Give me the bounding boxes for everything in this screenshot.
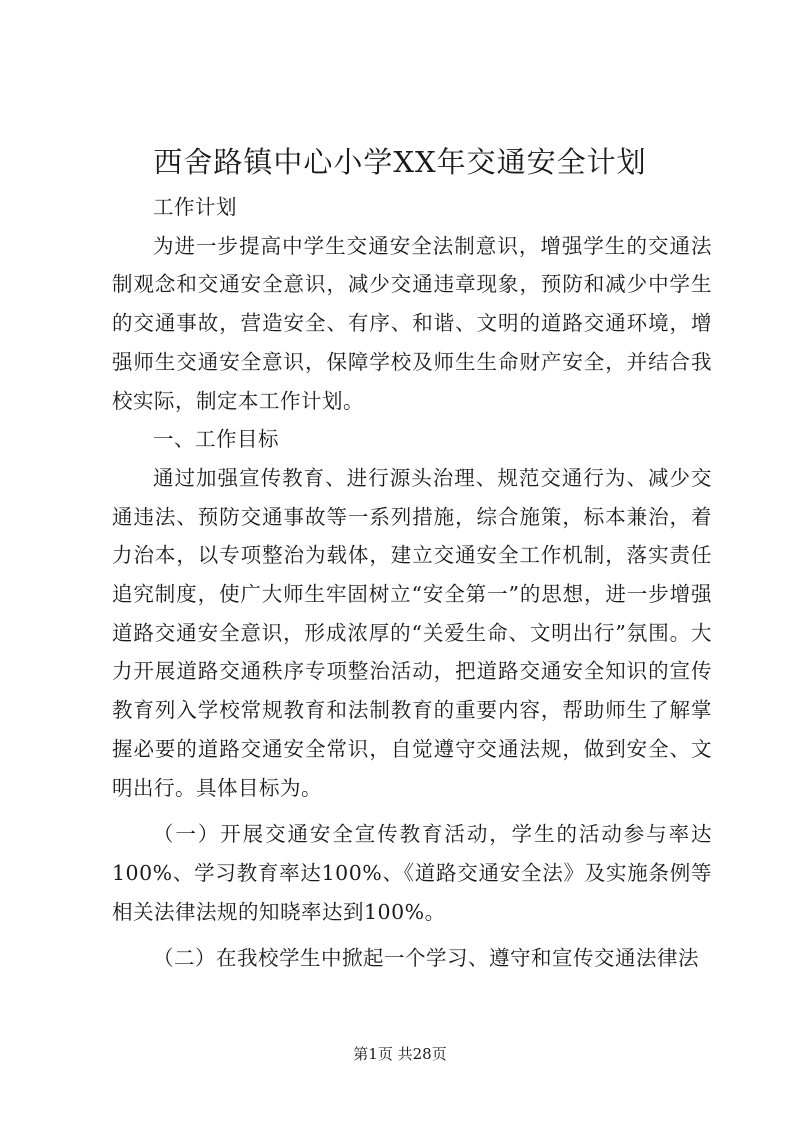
document-title: 西舍路镇中心小学XX年交通安全计划 [153,145,647,179]
paragraph-subtitle: 工作计划 [153,195,237,219]
paragraph-goals: 通过加强宣传教育、进行源头治理、规范交通行为、减少交通违法、预防交通事故等一系列措施，综合施策，标本兼治，着力治本，以专项整治为载体，建立交通安全工作机制，落实责任追究制度，使广大师生牢固树立“安全第一”的思想，进一步增强道路交通安全意识，形成浓厚的“关爱生命、文明出行”氛围。大力开展道路交通秩序专项整治活动，把道路交通安全知识的宣传教育列入学校常规教育和法制教育的重要内容，帮助师生了解掌握必要的道路交通安全常识，自觉遵守交通法规，做到安全、文明出行。具体目标为。 [112,465,712,800]
page-footer: 第1页 共28页 [353,1045,447,1063]
document-body [112,188,712,978]
section-heading-goals: 一、工作目标 [153,427,279,452]
paragraph-goal-2: （二）在我校学生中掀起一个学习、遵守和宣传交通法律法 [153,946,699,971]
paragraph-intro: 为进一步提高中学生交通安全法制意识，增强学生的交通法制观念和交通安全意识，减少交通违章现象，预防和减少中学生的交通事故，营造安全、有序、和谐、文明的道路交通环境，增强师生交通安全意识，保障学校及师生生命财产安全，并结合我校实际，制定本工作计划。 [112,233,712,413]
paragraph-goal-1: （一）开展交通安全宣传教育活动，学生的活动参与率达100%、学习教育率达100%、《道路交通安全法》及实施条例等相关法律法规的知晓率达到100%。 [112,822,712,924]
